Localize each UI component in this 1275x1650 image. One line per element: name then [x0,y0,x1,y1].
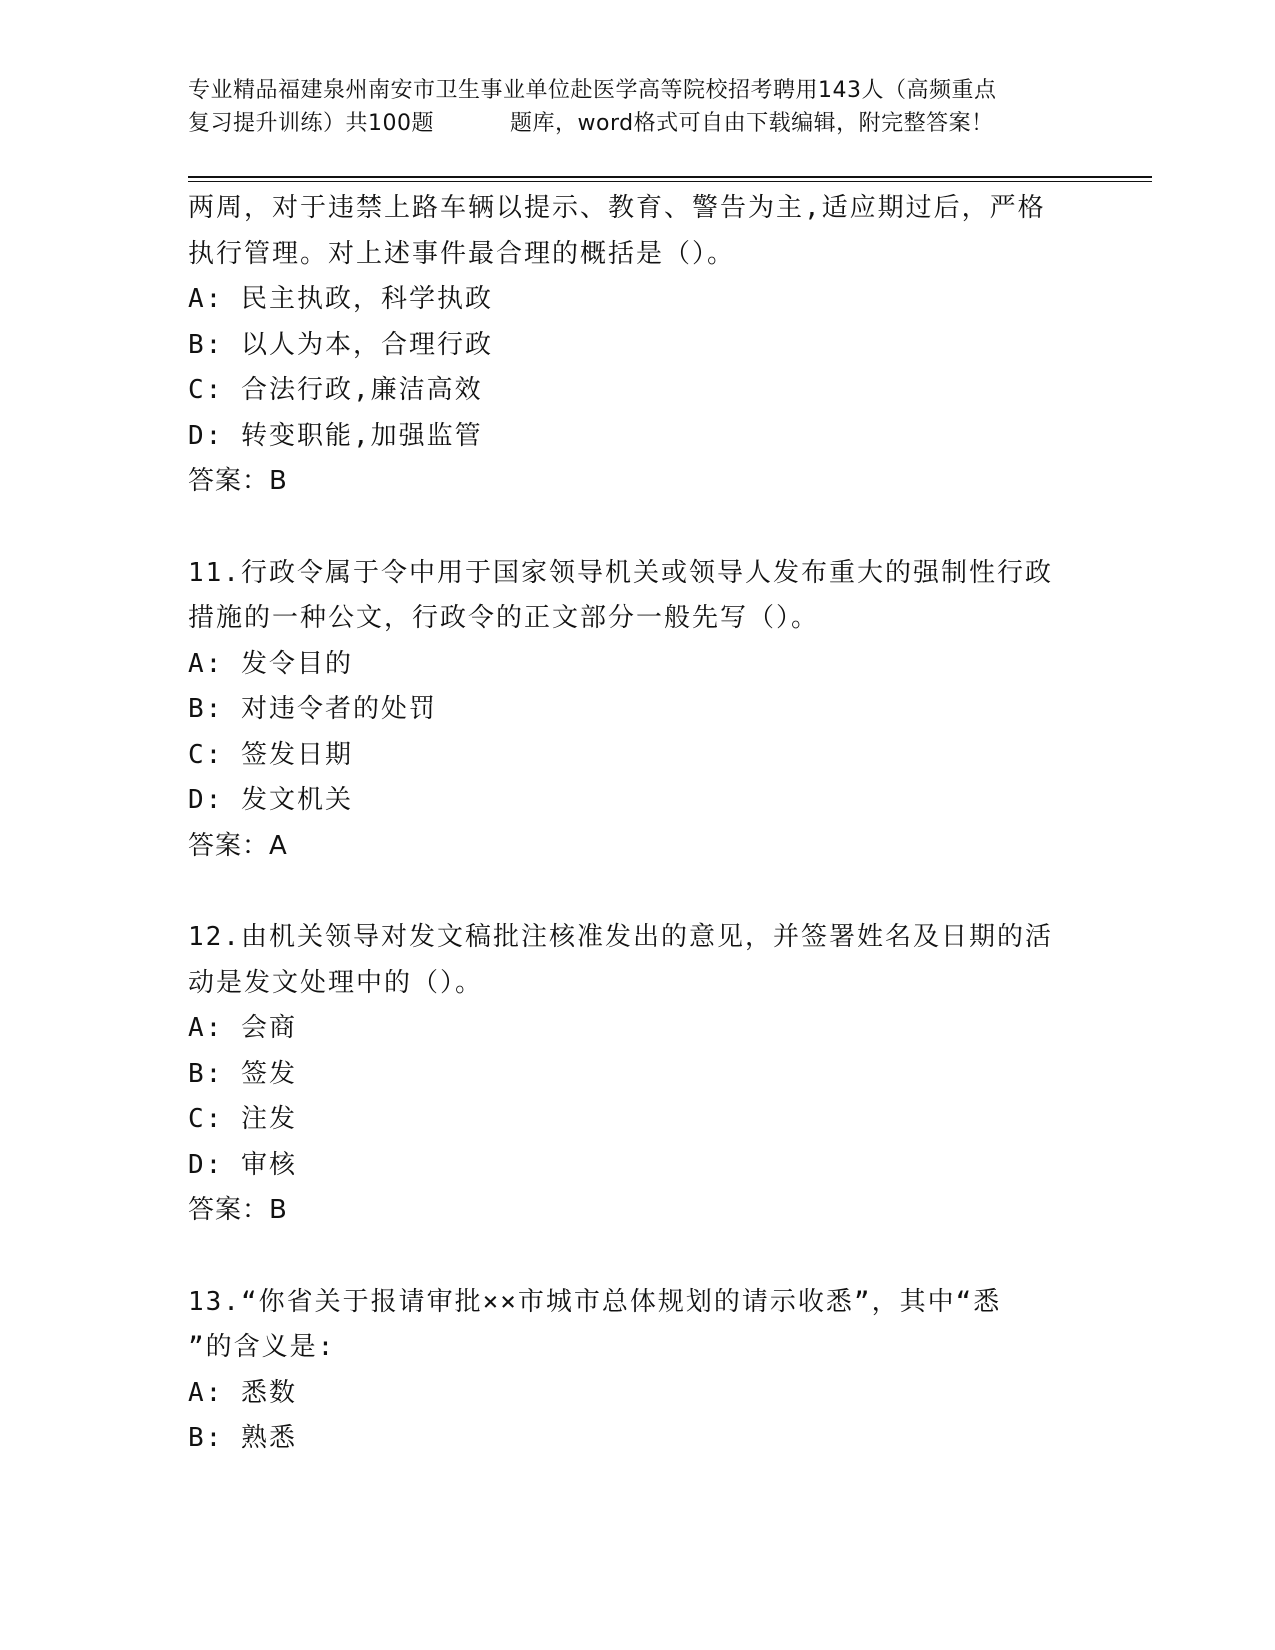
header-line-2-part-b: 题库，word格式可自由下载编辑，附完整答案！ [510,111,994,136]
option-b: B: 以人为本，合理行政 [188,329,493,360]
option-d: D: 转变职能,加强监管 [188,420,483,451]
question-11 [188,551,1088,870]
question-stem: 12.由机关领导对发文稿批注核准发出的意见，并签署姓名及日期的活 [188,922,1053,952]
option-b: B: 签发 [188,1058,297,1089]
document-body [188,186,1088,1462]
question-12 [188,915,1088,1234]
option-a: A: 民主执政，科学执政 [188,284,493,314]
option-a: A: 悉数 [188,1377,297,1408]
answer: 答案：A [188,830,288,861]
option-a: A: 发令目的 [188,648,353,679]
question-stem: 动是发文处理中的（）。 [188,967,484,998]
option-d: D: 发文机关 [188,785,353,815]
question-stem: 13.“你省关于报请审批××市城市总体规划的请示收悉”，其中“悉 [188,1286,1002,1317]
page-header [188,74,1088,140]
answer: 答案：B [188,1195,288,1225]
question-stem: 11.行政令属于令中用于国家领导机关或领导人发布重大的强制性行政 [188,557,1053,588]
header-rule-thick [188,176,1152,178]
question-10 [188,186,1088,505]
question-stem: 执行管理。对上述事件最合理的概括是（）。 [188,238,736,269]
header-line-2-part-a: 复习提升训练）共100题 [188,111,434,136]
header-rule-thin [188,181,1152,182]
question-stem: ”的含义是: [188,1332,336,1362]
option-c: C: 注发 [188,1104,297,1134]
option-b: B: 对违令者的处罚 [188,694,437,724]
question-13 [188,1280,1088,1462]
answer: 答案：B [188,466,288,496]
option-a: A: 会商 [188,1013,297,1043]
header-line-1: 专业精品福建泉州南安市卫生事业单位赴医学高等院校招考聘用143人（高频重点 [188,78,997,103]
option-c: C: 签发日期 [188,739,353,770]
option-b: B: 熟悉 [188,1423,297,1453]
option-c: C: 合法行政,廉洁高效 [188,375,483,405]
question-stem: 措施的一种公文，行政令的正文部分一般先写（）。 [188,603,820,633]
header-line-2 [188,107,1088,140]
option-d: D: 审核 [188,1149,297,1180]
question-stem: 两周，对于违禁上路车辆以提示、教育、警告为主,适应期过后，严格 [188,193,1046,223]
